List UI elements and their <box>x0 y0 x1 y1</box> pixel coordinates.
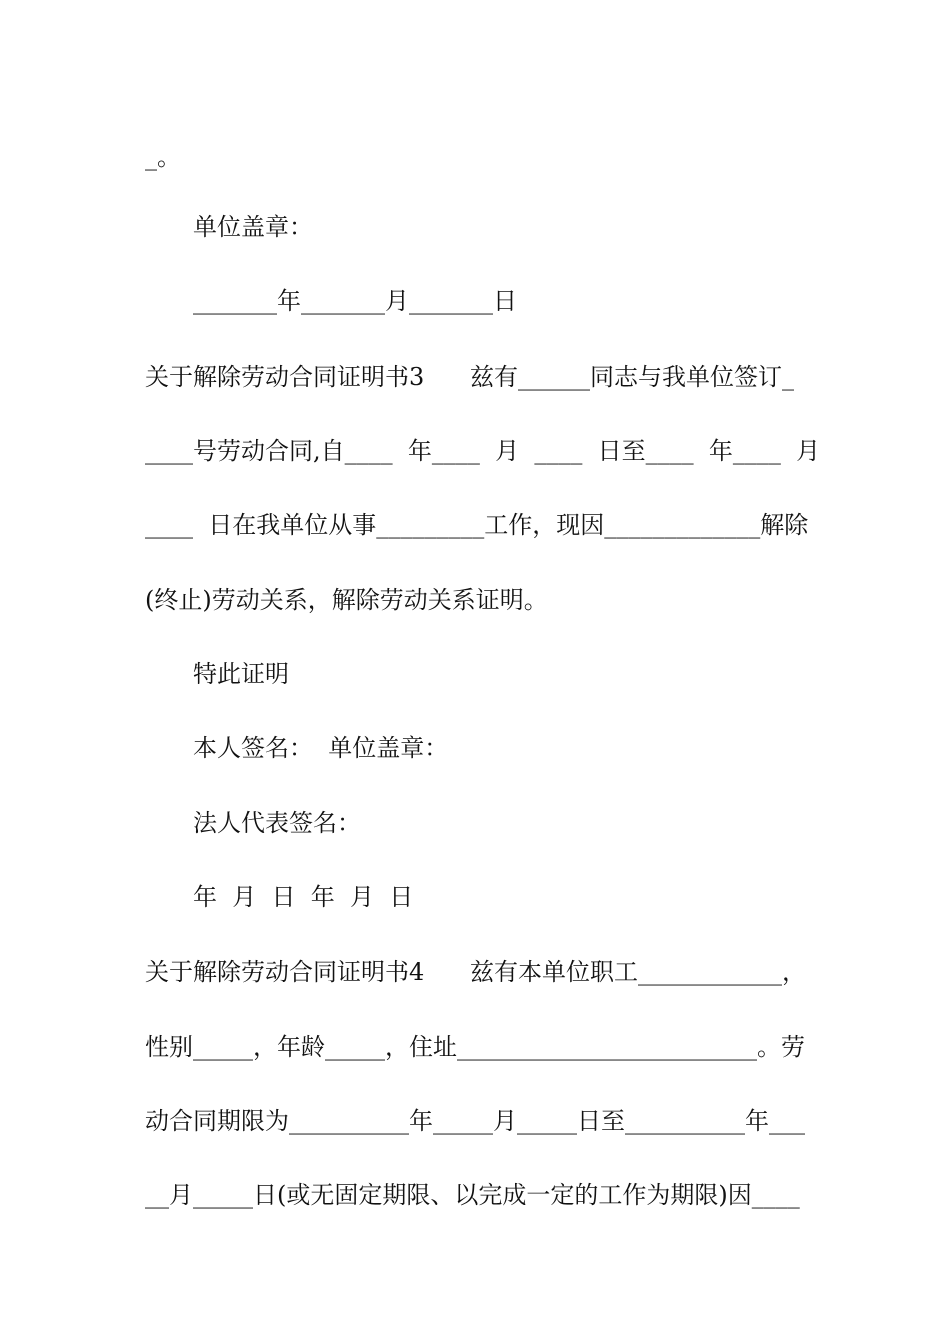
legal-rep-signature-line: 法人代表签名： <box>193 809 361 837</box>
text-line: ____号劳动合同,自____ 年____ 月 ____ 日至____ 年____ 月 <box>145 437 821 465</box>
date-line: 年 月 日 年 月 日 <box>193 883 414 911</box>
signature-line: 本人签名： 单位盖章： <box>193 734 449 762</box>
date-line: _______年_______月_______日 <box>193 287 517 315</box>
text-line: ____ 日在我单位从事_________工作，现因_____________解除 <box>145 511 809 539</box>
text-line: __月_____日(或无固定期限、以完成一定的工作为期限)因____ <box>145 1181 800 1209</box>
seal-label: 单位盖章： <box>193 213 313 241</box>
text-line: (终止)劳动关系，解除劳动关系证明。 <box>145 586 548 614</box>
section-heading-3: 关于解除劳动合同证明书3 兹有______同志与我单位签订_ <box>145 363 795 391</box>
section-heading-4: 关于解除劳动合同证明书4 兹有本单位职工____________， <box>145 958 807 986</box>
text-line: _。 <box>145 143 181 171</box>
text-line: 性别_____，年龄_____，住址_________________________。劳 <box>145 1033 805 1061</box>
certify-text: 特此证明 <box>193 660 289 688</box>
text-line: 动合同期限为__________年_____月_____日至__________年___ <box>145 1107 805 1135</box>
